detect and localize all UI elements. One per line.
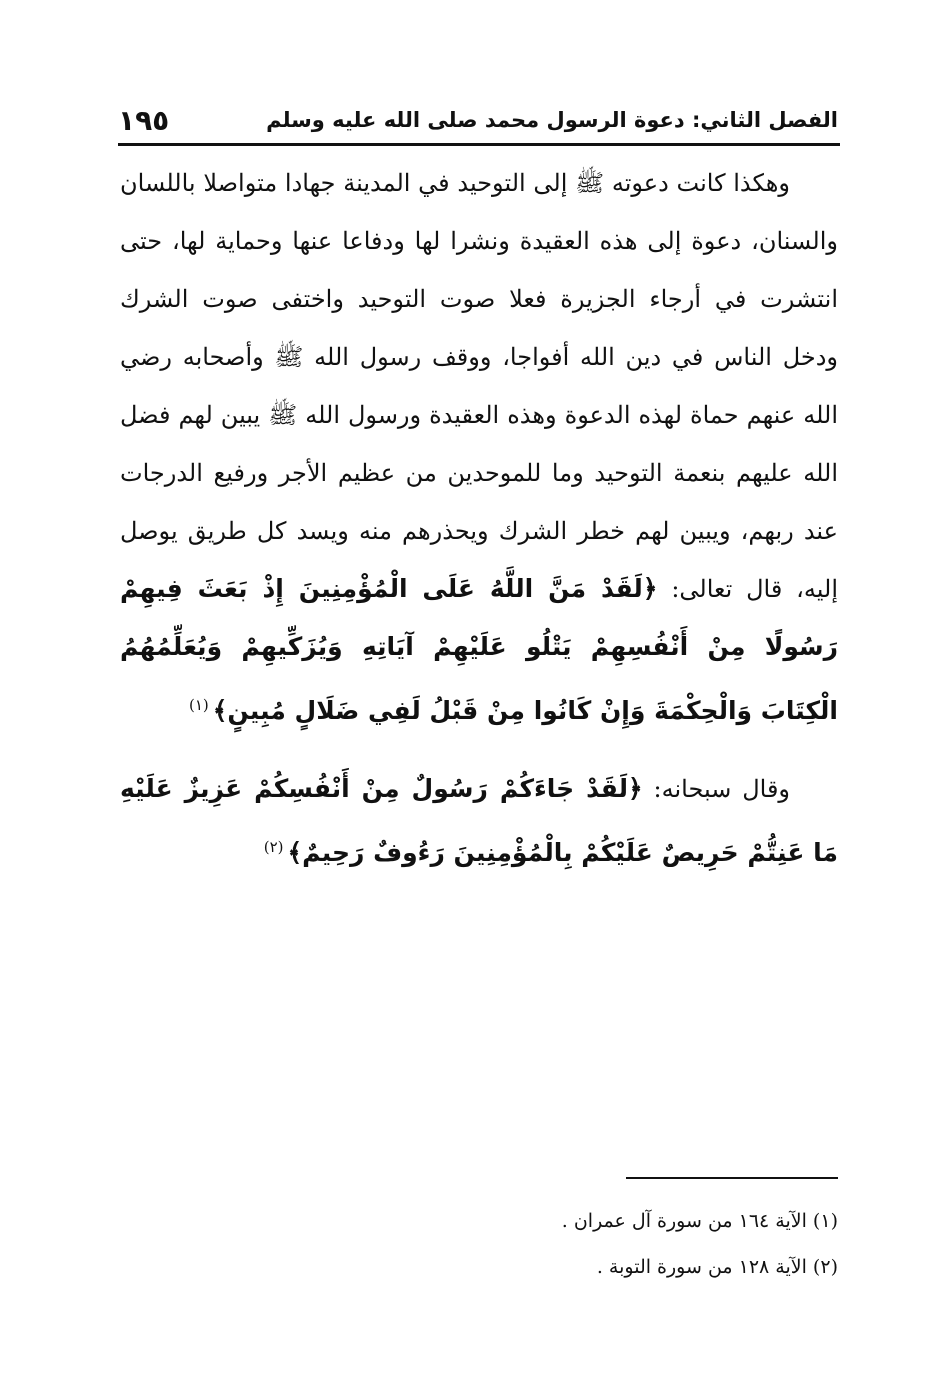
footnote-1: (١) الآية ١٦٤ من سورة آل عمران . [561, 1210, 838, 1232]
main-text [120, 154, 838, 882]
quran-verse-1: ﴿لَقَدْ مَنَّ اللَّهُ عَلَى الْمُؤْمِنِينَ إِذْ بَعَثَ فِيهِمْ رَسُولًا مِنْ أَنْفُسِهِمْ يَتْلُو عَلَيْهِمْ آيَاتِهِ وَيُزَكِّيهِمْ وَيُعَلِّمُهُمُ الْكِتَابَ وَالْحِكْمَةَ وَإِنْ كَانُوا مِنْ قَبْلُ لَفِي ضَلَالٍ مُبِينٍ﴾ [120, 574, 838, 725]
footnote-marker-1: (١) [188, 696, 209, 714]
page-number: ١٩٥ [118, 103, 170, 137]
footnote-marker-2: (٢) [263, 838, 284, 856]
footnotes [400, 1198, 838, 1290]
header-rule [118, 143, 840, 146]
chapter-title: الفصل الثاني: دعوة الرسول محمد صلى الله عليه وسلم [266, 108, 838, 132]
paragraph-1-text: وهكذا كانت دعوته ﷺ إلى التوحيد في المدينة جهادا متواصلا باللسان والسنان، دعوة إلى هذه العقيدة ونشرا لها ودفاعا عنها وحماية لها، حتى انتشرت في أرجاء الجزيرة فعلا صوت التوحيد واختفى صوت الشرك ودخل الناس في دين الله أفواجا، ووقف رسول الله ﷺ وأصحابه رضي الله عنهم حماة لهذه الدعوة وهذه العقيدة ورسول الله ﷺ يبين لهم فضل الله عليهم بنعمة التوحيد وما للموحدين من عظيم الأجر ورفيع الدرجات عند ربهم، ويبين لهم خطر الشرك ويحذرهم منه ويسد كل طريق يوصل إليه، قال تعالى: [120, 169, 838, 603]
quran-verse-2: ﴿لَقَدْ جَاءَكُمْ رَسُولٌ مِنْ أَنْفُسِكُمْ عَزِيزٌ عَلَيْهِ مَا عَنِتُّمْ حَرِيصٌ عَلَيْكُمْ بِالْمُؤْمِنِينَ رَءُوفٌ رَحِيمٌ﴾ [120, 774, 838, 867]
paragraph-2-intro: وقال سبحانه: [653, 775, 790, 803]
paragraph-1 [120, 154, 838, 740]
footnote-2: (٢) الآية ١٢٨ من سورة التوبة . [596, 1256, 838, 1278]
running-header [118, 98, 838, 142]
footnote-separator [626, 1177, 838, 1179]
paragraph-2 [120, 760, 838, 882]
